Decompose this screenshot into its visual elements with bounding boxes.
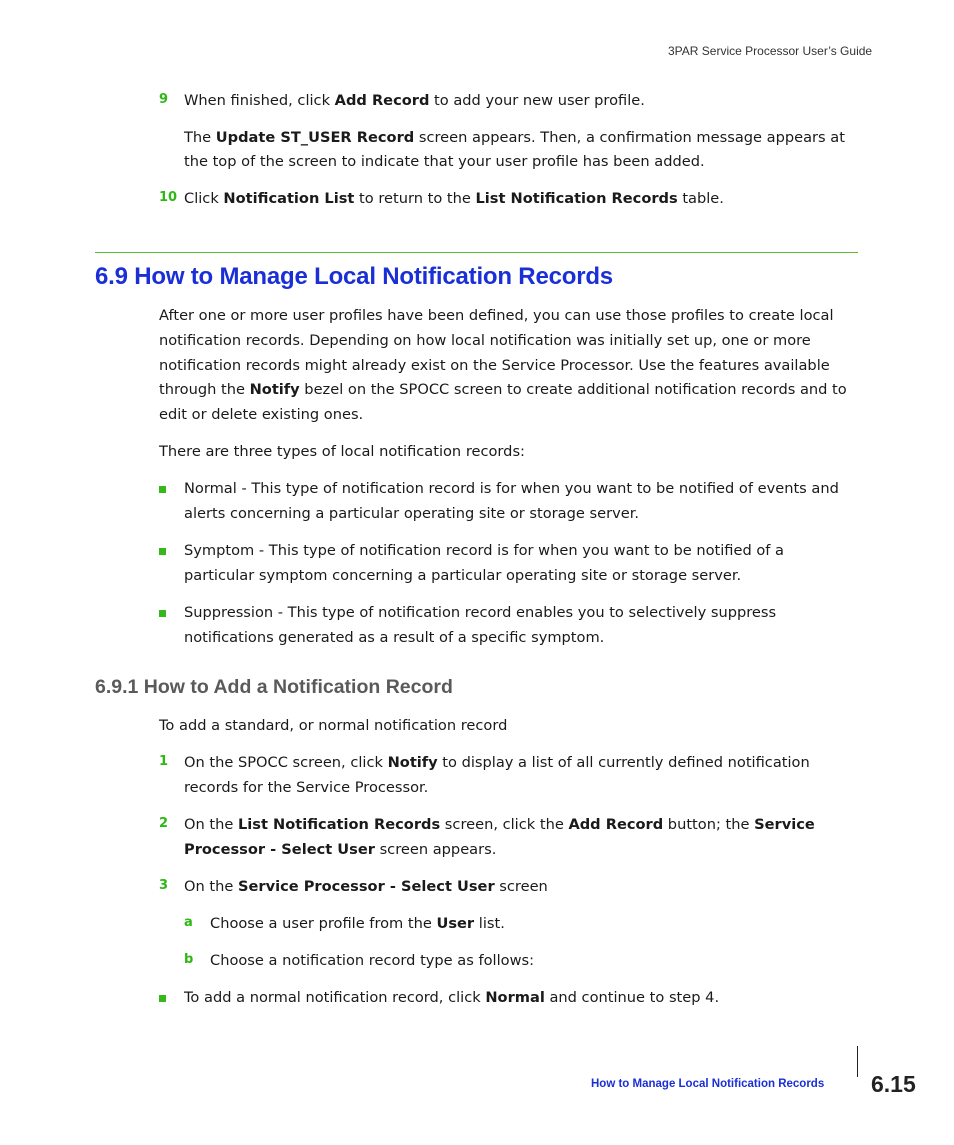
step-text: On the Service Processor - Select User screen [184, 878, 548, 895]
step-text: records for the Service Processor. [184, 779, 429, 796]
step-number: 2 [159, 816, 169, 831]
substep-letter: b [184, 952, 194, 967]
step-text: Processor - Select User screen appears. [184, 841, 497, 858]
bullet-icon [159, 995, 166, 1002]
step-number: 1 [159, 754, 169, 769]
substep-text: Choose a notification record type as follows: [210, 952, 535, 969]
subsection-heading: 6.9.1 How to Add a Notification Record [95, 676, 453, 698]
substep-letter: a [184, 915, 193, 930]
step-followup-line: The Update ST_USER Record screen appears. Then, a confirmation message appears at [184, 129, 845, 146]
step-text: Click Notification List to return to the List Notification Records table. [184, 190, 724, 207]
footer-section-link[interactable]: How to Manage Local Notification Records [591, 1078, 825, 1090]
section-heading: 6.9 How to Manage Local Notification Records [95, 263, 613, 290]
bullet-line: alerts concerning a particular operating site or storage server. [184, 505, 639, 522]
page-number: 6.15 [871, 1071, 916, 1097]
step-text: On the List Notification Records screen, click the Add Record button; the Service [184, 816, 815, 833]
bullet-line: Symptom - This type of notification record is for when you want to be notified of a [184, 542, 785, 559]
running-header: 3PAR Service Processor User’s Guide [668, 44, 873, 58]
section-divider [95, 252, 858, 253]
step-number: 9 [159, 92, 169, 107]
bullet-icon [159, 610, 166, 617]
bullet-line: particular symptom concerning a particular operating site or storage server. [184, 567, 742, 584]
bullet-line: notifications generated as a result of a specific symptom. [184, 629, 605, 646]
intro-line: through the Notify bezel on the SPOCC screen to create additional notification records and to [159, 381, 847, 398]
step-text: When finished, click Add Record to add your new user profile. [184, 92, 645, 109]
footer-divider [857, 1046, 858, 1077]
intro-line: notification records. Depending on how local notification was initially set up, one or more [159, 332, 811, 349]
intro-line: After one or more user profiles have been defined, you can use those profiles to create local [159, 307, 834, 324]
bullet-line: Normal - This type of notification record is for when you want to be notified of events and [184, 480, 839, 497]
step-number: 10 [159, 190, 178, 205]
step-number: 3 [159, 878, 169, 893]
substep-text: Choose a user profile from the User list. [210, 915, 505, 932]
step-text: On the SPOCC screen, click Notify to display a list of all currently defined notification [184, 754, 810, 771]
step-followup-line: the top of the screen to indicate that your user profile has been added. [184, 153, 705, 170]
types-intro: There are three types of local notification records: [159, 443, 525, 460]
bullet-line: Suppression - This type of notification record enables you to selectively suppress [184, 604, 777, 621]
bullet-icon [159, 548, 166, 555]
intro-line: notification records might already exist on the Service Processor. Use the features available [159, 357, 830, 374]
subsection-intro: To add a standard, or normal notification record [159, 717, 508, 734]
bullet-icon [159, 486, 166, 493]
bullet-line: To add a normal notification record, click Normal and continue to step 4. [184, 989, 720, 1006]
intro-line: edit or delete existing ones. [159, 406, 364, 423]
